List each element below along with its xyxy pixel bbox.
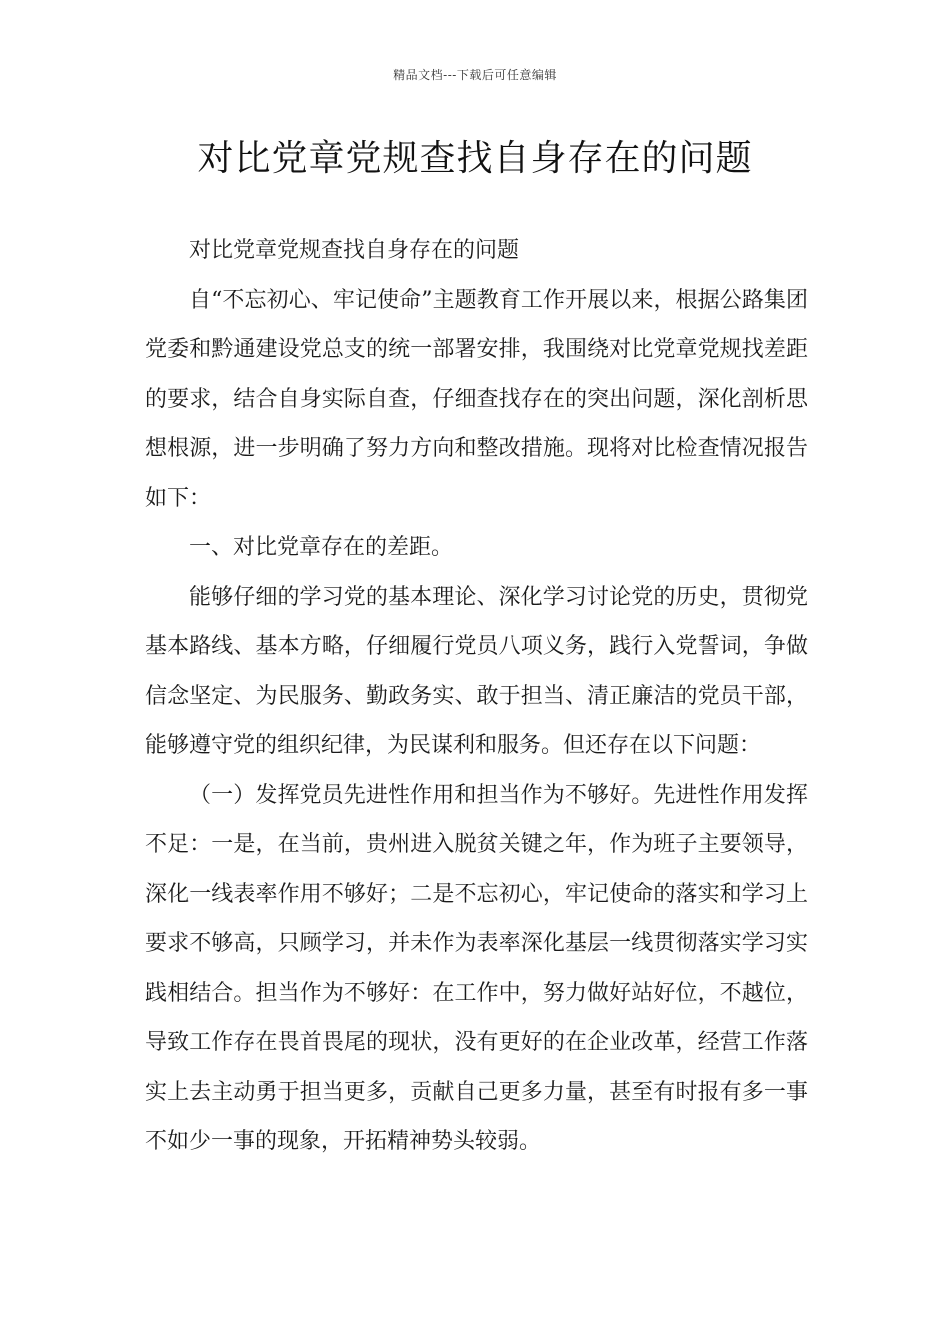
paragraph-subtitle: 对比党章党规查找自身存在的问题 bbox=[189, 238, 520, 263]
section-heading: 一、对比党章存在的差距。 bbox=[189, 535, 454, 560]
page-header: 精品文档---下载后可任意编辑 bbox=[393, 68, 557, 82]
document-title: 对比党章党规查找自身存在的问题 bbox=[197, 138, 753, 179]
paragraph-section-body: 能够仔细的学习党的基本理论、深化学习讨论党的历史，贯彻党基本路线、基本方略，仔细履行党员八项义务，践行入党誓词，争做信念坚定、为民服务、勤政务实、敢于担当、清正廉洁的党员干部，能够遵守党的组织纪律，为民谋利和服务。但还存在以下问题： bbox=[145, 584, 808, 758]
paragraph-issue-one: （一）发挥党员先进性作用和担当作为不够好。先进性作用发挥不足：一是，在当前，贵州进入脱贫关键之年，作为班子主要领导，深化一线表率作用不够好；二是不忘初心，牢记使命的落实和学习上要求不够高，只顾学习，并未作为表率深化基层一线贯彻落实学习实践相结合。担当作为不够好：在工作中，努力做好站好位，不越位，导致工作存在畏首畏尾的现状，没有更好的在企业改革，经营工作落实上去主动勇于担当更多，贡献自己更多力量，甚至有时报有多一事不如少一事的现象，开拓精神势头较弱。 bbox=[145, 782, 808, 1154]
paragraph-intro: 自“不忘初心、牢记使命”主题教育工作开展以来，根据公路集团党委和黔通建设党总支的统一部署安排，我围绕对比党章党规找差距的要求，结合自身实际自查，仔细查找存在的突出问题，深化剖析思想根源，进一步明确了努力方向和整改措施。现将对比检查情况报告如下： bbox=[145, 287, 808, 511]
document-body bbox=[145, 226, 808, 1167]
